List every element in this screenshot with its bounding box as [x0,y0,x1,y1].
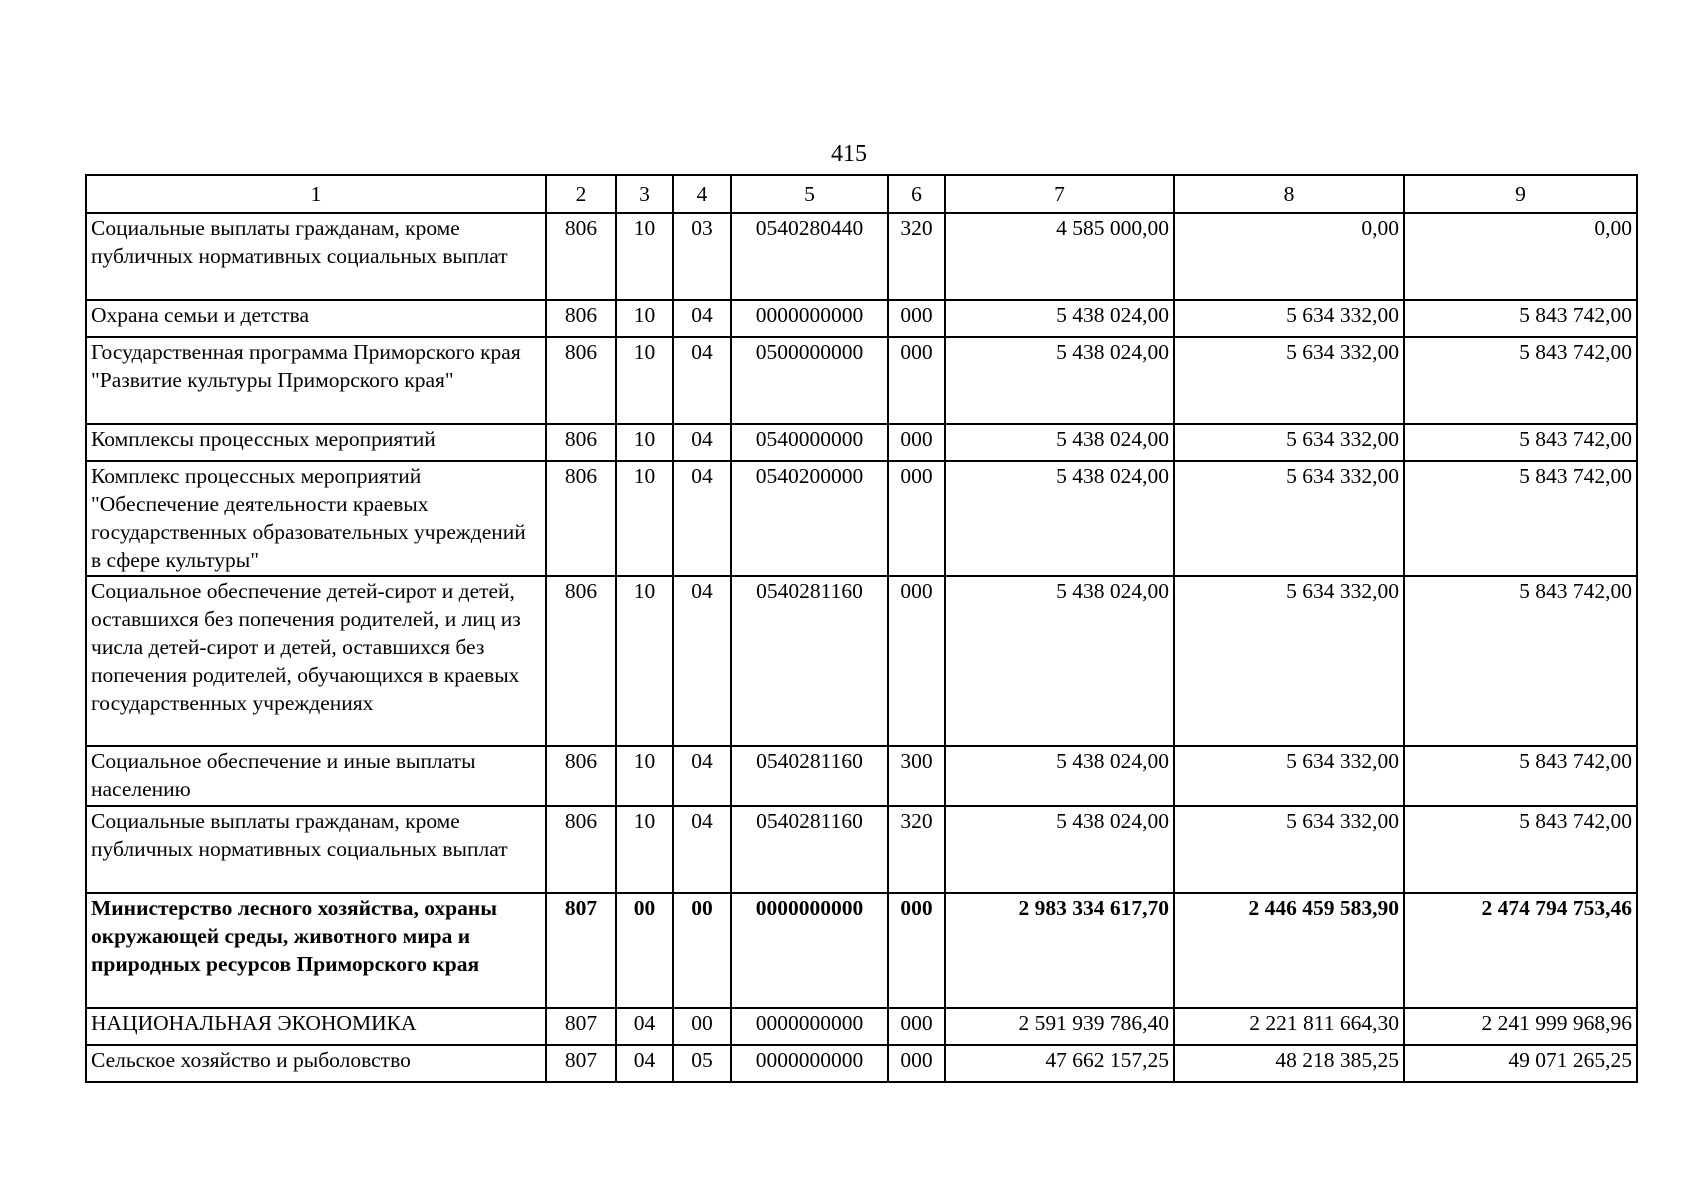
amount-cell: 5 843 742,00 [1404,806,1637,893]
table-row [86,424,1637,461]
amount-cell: 0,00 [1174,213,1404,300]
code-cell: 03 [673,213,731,300]
code-cell: 0000000000 [731,893,888,1008]
code-cell: 806 [546,300,616,337]
code-cell: 000 [888,576,945,746]
table-row [86,576,1637,746]
header-cell: 1 [86,175,546,213]
amount-cell: 5 438 024,00 [945,424,1174,461]
table-row [86,300,1637,337]
code-cell: 000 [888,1045,945,1082]
amount-cell: 5 634 332,00 [1174,424,1404,461]
code-cell: 0540281160 [731,746,888,806]
code-cell: 05 [673,1045,731,1082]
code-cell: 04 [673,461,731,576]
amount-cell: 5 438 024,00 [945,337,1174,424]
code-cell: 0540000000 [731,424,888,461]
table-row [86,746,1637,806]
amount-cell: 5 438 024,00 [945,806,1174,893]
code-cell: 0500000000 [731,337,888,424]
table-row [86,806,1637,893]
code-cell: 04 [673,424,731,461]
amount-cell: 5 438 024,00 [945,746,1174,806]
amount-cell: 5 438 024,00 [945,576,1174,746]
code-cell: 0000000000 [731,1045,888,1082]
code-cell: 10 [616,300,673,337]
header-cell: 6 [888,175,945,213]
code-cell: 0000000000 [731,300,888,337]
amount-cell: 47 662 157,25 [945,1045,1174,1082]
amount-cell: 5 438 024,00 [945,300,1174,337]
code-cell: 000 [888,424,945,461]
row-name: Комплексы процессных мероприятий [86,424,546,461]
code-cell: 320 [888,806,945,893]
code-cell: 000 [888,300,945,337]
amount-cell: 5 843 742,00 [1404,424,1637,461]
amount-cell: 5 634 332,00 [1174,806,1404,893]
amount-cell: 49 071 265,25 [1404,1045,1637,1082]
header-cell: 7 [945,175,1174,213]
header-row [86,175,1637,213]
code-cell: 807 [546,1008,616,1045]
code-cell: 000 [888,1008,945,1045]
amount-cell: 48 218 385,25 [1174,1045,1404,1082]
row-name: Комплекс процессных мероприятий "Обеспечение деятельности краевых государственных образовательных учреждений в сфере культуры" [86,461,546,576]
code-cell: 00 [673,893,731,1008]
code-cell: 00 [616,893,673,1008]
row-name: Государственная программа Приморского края "Развитие культуры Приморского края" [86,337,546,424]
code-cell: 806 [546,424,616,461]
table-row [86,337,1637,424]
amount-cell: 5 634 332,00 [1174,337,1404,424]
code-cell: 806 [546,213,616,300]
row-name: Охрана семьи и детства [86,300,546,337]
code-cell: 320 [888,213,945,300]
code-cell: 0540281160 [731,576,888,746]
amount-cell: 2 241 999 968,96 [1404,1008,1637,1045]
code-cell: 806 [546,746,616,806]
amount-cell: 2 591 939 786,40 [945,1008,1174,1045]
budget-table [85,174,1638,1083]
header-cell: 3 [616,175,673,213]
amount-cell: 5 634 332,00 [1174,300,1404,337]
code-cell: 807 [546,1045,616,1082]
code-cell: 04 [673,300,731,337]
amount-cell: 2 983 334 617,70 [945,893,1174,1008]
code-cell: 10 [616,461,673,576]
code-cell: 807 [546,893,616,1008]
row-name: Министерство лесного хозяйства, охраны окружающей среды, животного мира и природных ресурсов Приморского края [86,893,546,1008]
code-cell: 000 [888,337,945,424]
code-cell: 806 [546,461,616,576]
amount-cell: 5 843 742,00 [1404,576,1637,746]
table-row [86,893,1637,1008]
code-cell: 806 [546,337,616,424]
code-cell: 10 [616,746,673,806]
page-number: 415 [831,141,867,167]
code-cell: 04 [673,806,731,893]
table-row [86,461,1637,576]
amount-cell: 5 843 742,00 [1404,746,1637,806]
amount-cell: 5 438 024,00 [945,461,1174,576]
code-cell: 04 [673,746,731,806]
code-cell: 10 [616,576,673,746]
amount-cell: 5 843 742,00 [1404,461,1637,576]
code-cell: 10 [616,424,673,461]
code-cell: 0540200000 [731,461,888,576]
code-cell: 04 [616,1008,673,1045]
header-cell: 4 [673,175,731,213]
amount-cell: 5 843 742,00 [1404,300,1637,337]
header-cell: 2 [546,175,616,213]
code-cell: 04 [673,337,731,424]
code-cell: 10 [616,806,673,893]
amount-cell: 0,00 [1404,213,1637,300]
row-name: НАЦИОНАЛЬНАЯ ЭКОНОМИКА [86,1008,546,1045]
code-cell: 0540280440 [731,213,888,300]
code-cell: 000 [888,461,945,576]
code-cell: 10 [616,337,673,424]
code-cell: 04 [616,1045,673,1082]
amount-cell: 4 585 000,00 [945,213,1174,300]
table-row [86,1008,1637,1045]
code-cell: 806 [546,576,616,746]
amount-cell: 5 634 332,00 [1174,746,1404,806]
row-name: Сельское хозяйство и рыболовство [86,1045,546,1082]
amount-cell: 5 843 742,00 [1404,337,1637,424]
amount-cell: 5 634 332,00 [1174,461,1404,576]
code-cell: 300 [888,746,945,806]
amount-cell: 2 446 459 583,90 [1174,893,1404,1008]
code-cell: 04 [673,576,731,746]
code-cell: 000 [888,893,945,1008]
code-cell: 0000000000 [731,1008,888,1045]
row-name: Социальное обеспечение и иные выплаты населению [86,746,546,806]
amount-cell: 5 634 332,00 [1174,576,1404,746]
header-cell: 9 [1404,175,1637,213]
table-row [86,213,1637,300]
code-cell: 806 [546,806,616,893]
code-cell: 00 [673,1008,731,1045]
header-cell: 8 [1174,175,1404,213]
table-row [86,1045,1637,1082]
amount-cell: 2 474 794 753,46 [1404,893,1637,1008]
row-name: Социальные выплаты гражданам, кроме публичных нормативных социальных выплат [86,213,546,300]
amount-cell: 2 221 811 664,30 [1174,1008,1404,1045]
header-cell: 5 [731,175,888,213]
code-cell: 10 [616,213,673,300]
row-name: Социальные выплаты гражданам, кроме публичных нормативных социальных выплат [86,806,546,893]
code-cell: 0540281160 [731,806,888,893]
row-name: Социальное обеспечение детей-сирот и детей, оставшихся без попечения родителей, и лиц из числа детей-сирот и детей, оставшихся без попечения родителей, обучающихся в краевых государственных учреждениях [86,576,546,746]
